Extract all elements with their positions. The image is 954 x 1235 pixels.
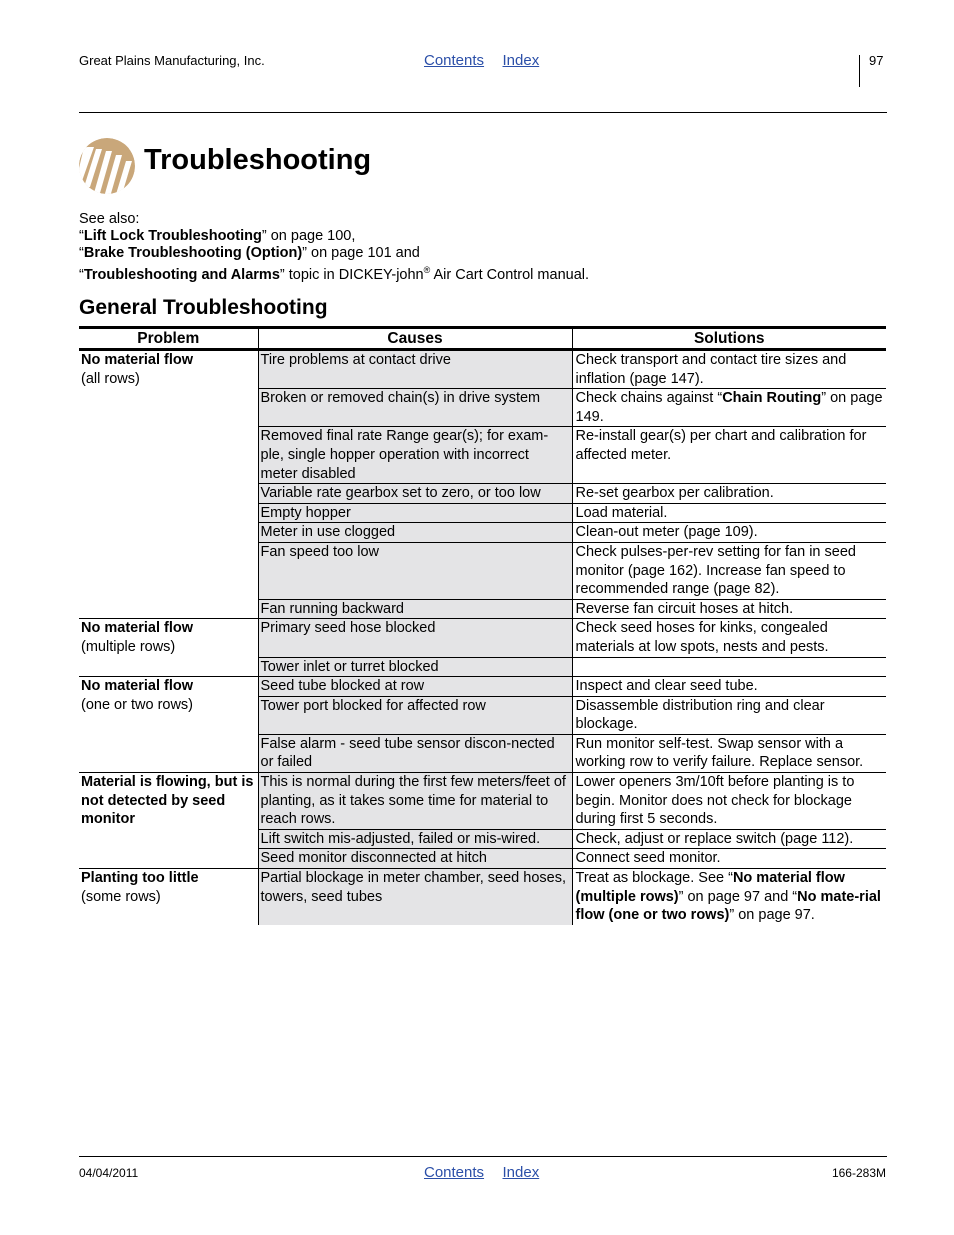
see-also-alarms-title: Troubleshooting and Alarms	[83, 266, 280, 283]
header-nav	[424, 52, 553, 70]
cause-cell: Fan speed too low	[258, 542, 572, 599]
cause-cell: Partial blockage in meter chamber, seed hoses, towers, seed tubes	[258, 869, 572, 926]
cause-cell: Empty hopper	[258, 503, 572, 523]
solution-cell: Check, adjust or replace switch (page 112).	[572, 829, 886, 849]
great-plains-logo-icon	[78, 137, 136, 195]
cause-cell: Tire problems at contact drive	[258, 350, 572, 389]
cause-cell: Tower port blocked for affected row	[258, 696, 572, 734]
cause-cell: Seed monitor disconnected at hitch	[258, 849, 572, 869]
page-number-divider	[859, 55, 860, 87]
solution-cell: Lower openers 3m/10ft before planting is to begin. Monitor does not check for blockage during first 5 seconds.	[572, 773, 886, 830]
solution-cell: Disassemble distribution ring and clear blockage.	[572, 696, 886, 734]
header-index-link[interactable]: Index	[502, 52, 540, 69]
solution-cell: Re-set gearbox per calibration.	[572, 484, 886, 504]
solution-cell: Check transport and contact tire sizes and inflation (page 147).	[572, 350, 886, 389]
solution-cell: Check seed hoses for kinks, congealed materials at low spots, nests and pests.	[572, 619, 886, 657]
header-rule	[79, 112, 887, 113]
solution-cell: Treat as blockage. See “No material flow (multiple rows)” on page 97 and “No mate-rial flow (one or two rows)” on page 97.	[572, 869, 886, 926]
see-also-brake: “Brake Troubleshooting (Option)” on page 101 and	[79, 245, 420, 261]
solution-cell: Check pulses-per-rev setting for fan in seed monitor (page 162). Increase fan speed to recommended range (page 82).	[572, 542, 886, 599]
see-also-lift-lock: “Lift Lock Troubleshooting” on page 100,	[79, 228, 356, 244]
header-solutions: Solutions	[572, 328, 886, 350]
solution-cell: Connect seed monitor.	[572, 849, 886, 869]
problem-cell: No material flow (one or two rows)	[79, 677, 258, 773]
footer-index-link[interactable]: Index	[502, 1164, 540, 1181]
cause-cell: Variable rate gearbox set to zero, or too low	[258, 484, 572, 504]
cause-cell: Meter in use clogged	[258, 523, 572, 543]
section-title: General Troubleshooting	[79, 296, 328, 319]
see-also-alarms: “Troubleshooting and Alarms” topic in DICKEY-john® Air Cart Control manual.	[79, 265, 590, 283]
cause-cell: Seed tube blocked at row	[258, 677, 572, 697]
table-row	[79, 773, 886, 830]
cause-cell: Tower inlet or turret blocked	[258, 657, 572, 677]
solution-cell	[572, 657, 886, 677]
table-row	[79, 619, 886, 657]
problem-cell: No material flow (all rows)	[81, 352, 193, 387]
problem-cell: Material is flowing, but is not detected by seed monitor	[79, 773, 258, 869]
cause-cell: Broken or removed chain(s) in drive system	[258, 389, 572, 427]
table-row	[79, 677, 886, 697]
problem-cell: Planting too little (some rows)	[79, 869, 258, 926]
footer-contents-link[interactable]: Contents	[424, 1164, 485, 1181]
cause-cell: Lift switch mis-adjusted, failed or mis-wired.	[258, 829, 572, 849]
page-title: Troubleshooting	[144, 144, 372, 176]
troubleshooting-table	[79, 326, 886, 925]
table-row	[79, 869, 886, 926]
solution-cell: Inspect and clear seed tube.	[572, 677, 886, 697]
see-also-brake-title: Brake Troubleshooting (Option)	[83, 245, 303, 261]
table-row	[79, 350, 886, 389]
solution-cell: Run monitor self-test. Swap sensor with a working row to verify failure. Replace sensor.	[572, 734, 886, 772]
header-problem: Problem	[79, 328, 258, 350]
header-causes: Causes	[258, 328, 572, 350]
problem-cell: No material flow (multiple rows)	[79, 619, 258, 677]
cause-cell: This is normal during the first few meters/feet of planting, as it takes some time for material to reach rows.	[258, 773, 572, 830]
see-also-lift-lock-title: Lift Lock Troubleshooting	[83, 228, 262, 244]
cause-cell: Primary seed hose blocked	[258, 619, 572, 657]
header-contents-link[interactable]: Contents	[424, 52, 485, 69]
solution-cell: Re-install gear(s) per chart and calibration for affected meter.	[572, 427, 886, 484]
cause-cell: Removed final rate Range gear(s); for exam-ple, single hopper operation with incorrect meter disabled	[258, 427, 572, 484]
solution-cell: Check chains against “Chain Routing” on page 149.	[572, 389, 886, 427]
see-also-block	[79, 211, 589, 284]
solution-cell: Load material.	[572, 503, 886, 523]
solution-cell: Reverse fan circuit hoses at hitch.	[572, 599, 886, 619]
footer-rule	[79, 1156, 887, 1157]
footer-nav	[424, 1164, 553, 1182]
solution-cell: Clean-out meter (page 109).	[572, 523, 886, 543]
cause-cell: False alarm - seed tube sensor discon-nected or failed	[258, 734, 572, 772]
cause-cell: Fan running backward	[258, 599, 572, 619]
page-number: 97	[869, 53, 884, 68]
see-also-intro: See also:	[79, 211, 140, 227]
footer-doc-number: 166-283M	[831, 1166, 886, 1180]
header-company: Great Plains Manufacturing, Inc.	[79, 53, 265, 68]
footer-date: 04/04/2011	[79, 1166, 139, 1180]
